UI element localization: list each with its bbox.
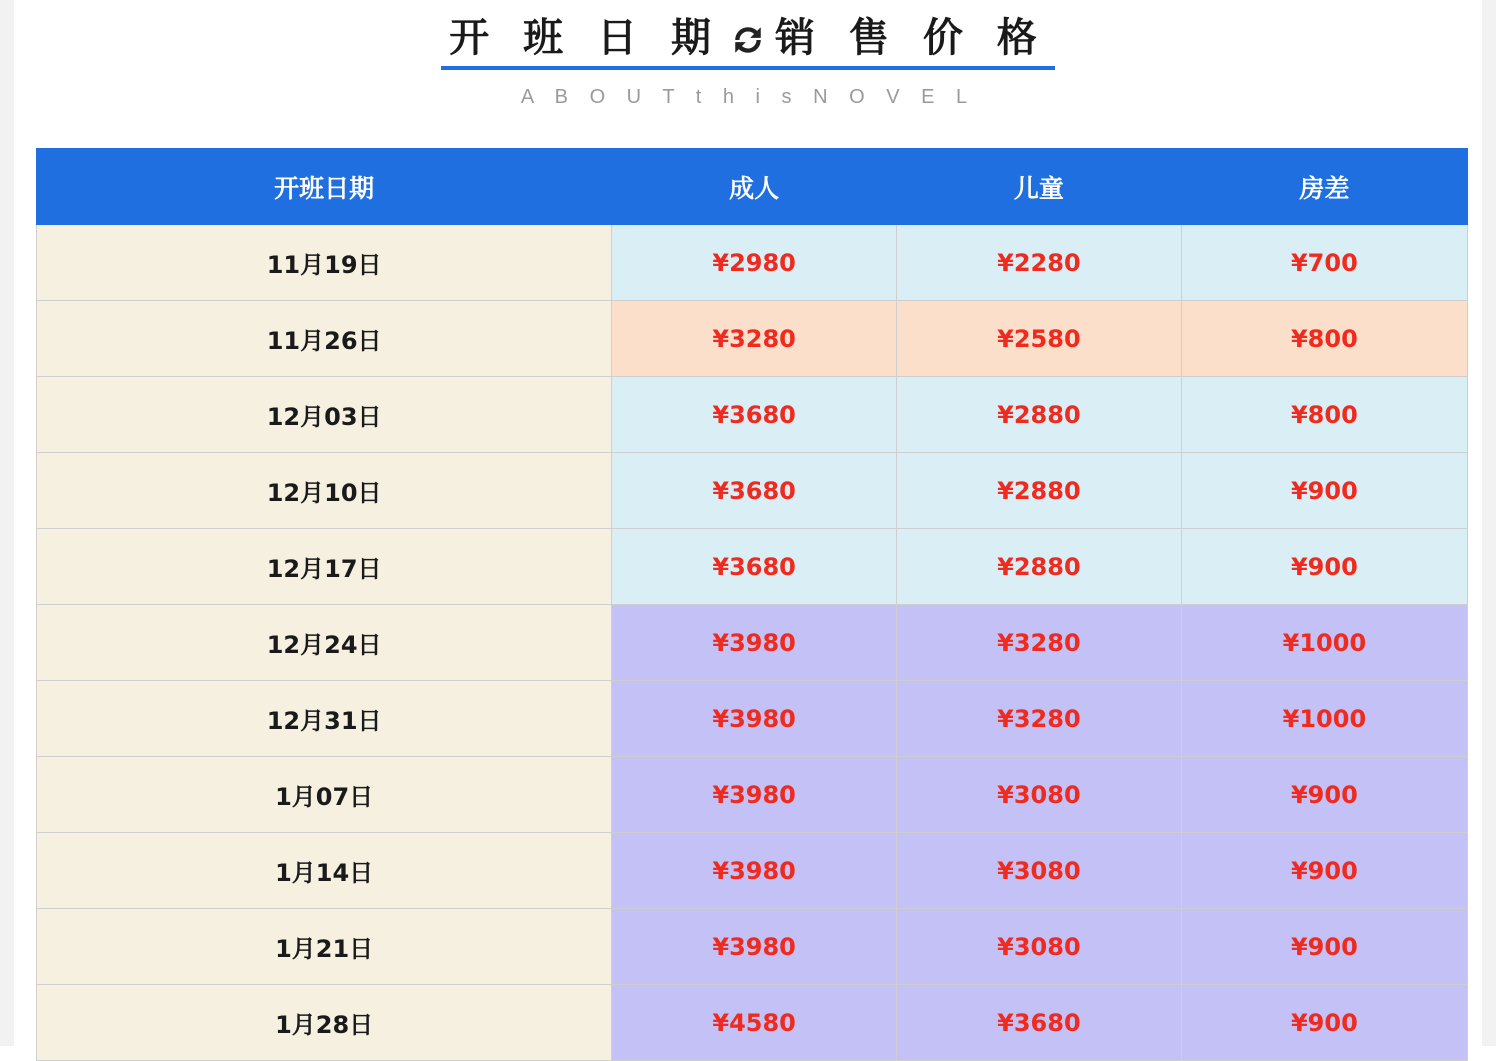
cell-date: 1月21日 bbox=[37, 909, 612, 985]
page-subtitle: A B O U T t h i s N O V E L bbox=[520, 86, 976, 108]
title-row bbox=[441, 16, 1055, 70]
cell-room-difference: ¥900 bbox=[1181, 757, 1467, 833]
cell-date: 1月07日 bbox=[37, 757, 612, 833]
cell-room-difference: ¥900 bbox=[1181, 529, 1467, 605]
cell-room-difference: ¥800 bbox=[1181, 301, 1467, 377]
cell-child-price: ¥3680 bbox=[897, 985, 1182, 1061]
cell-adult-price: ¥4580 bbox=[612, 985, 897, 1061]
cell-adult-price: ¥3680 bbox=[612, 453, 897, 529]
table-row bbox=[37, 377, 1468, 453]
table-row bbox=[37, 909, 1468, 985]
table-row bbox=[37, 757, 1468, 833]
cell-room-difference: ¥700 bbox=[1181, 225, 1467, 301]
table-row bbox=[37, 301, 1468, 377]
cell-room-difference: ¥900 bbox=[1181, 985, 1467, 1061]
cell-adult-price: ¥3980 bbox=[612, 833, 897, 909]
table-body bbox=[37, 225, 1468, 1061]
column-header-child: 儿童 bbox=[897, 149, 1182, 225]
right-margin-strip bbox=[1482, 0, 1496, 1046]
cell-date: 11月26日 bbox=[37, 301, 612, 377]
cell-adult-price: ¥3980 bbox=[612, 681, 897, 757]
left-margin-strip bbox=[0, 0, 14, 1046]
cell-child-price: ¥2280 bbox=[897, 225, 1182, 301]
cell-date: 1月28日 bbox=[37, 985, 612, 1061]
cell-child-price: ¥3080 bbox=[897, 909, 1182, 985]
cell-room-difference: ¥1000 bbox=[1181, 605, 1467, 681]
cell-room-difference: ¥900 bbox=[1181, 833, 1467, 909]
page-title-left: 开 班 日 期 bbox=[449, 15, 721, 61]
cell-child-price: ¥2580 bbox=[897, 301, 1182, 377]
table-header-row bbox=[37, 149, 1468, 225]
cell-child-price: ¥3080 bbox=[897, 757, 1182, 833]
table-header bbox=[37, 149, 1468, 225]
page-header bbox=[0, 0, 1496, 109]
table-row bbox=[37, 681, 1468, 757]
table-row bbox=[37, 985, 1468, 1061]
cell-adult-price: ¥3680 bbox=[612, 529, 897, 605]
cell-adult-price: ¥3980 bbox=[612, 909, 897, 985]
cell-child-price: ¥3280 bbox=[897, 605, 1182, 681]
cell-date: 11月19日 bbox=[37, 225, 612, 301]
cell-date: 12月03日 bbox=[37, 377, 612, 453]
table-row bbox=[37, 453, 1468, 529]
cell-child-price: ¥2880 bbox=[897, 453, 1182, 529]
cell-adult-price: ¥3980 bbox=[612, 757, 897, 833]
column-header-adult: 成人 bbox=[612, 149, 897, 225]
cell-date: 1月14日 bbox=[37, 833, 612, 909]
column-header-room: 房差 bbox=[1181, 149, 1467, 225]
cell-room-difference: ¥1000 bbox=[1181, 681, 1467, 757]
cell-date: 12月31日 bbox=[37, 681, 612, 757]
cell-room-difference: ¥800 bbox=[1181, 377, 1467, 453]
cell-child-price: ¥3080 bbox=[897, 833, 1182, 909]
table-row bbox=[37, 833, 1468, 909]
cell-date: 12月24日 bbox=[37, 605, 612, 681]
table-row bbox=[37, 605, 1468, 681]
column-header-date: 开班日期 bbox=[37, 149, 612, 225]
cell-date: 12月17日 bbox=[37, 529, 612, 605]
cell-adult-price: ¥2980 bbox=[612, 225, 897, 301]
cell-room-difference: ¥900 bbox=[1181, 909, 1467, 985]
cell-adult-price: ¥3980 bbox=[612, 605, 897, 681]
page-title-right: 销 售 价 格 bbox=[775, 15, 1047, 61]
cell-child-price: ¥2880 bbox=[897, 529, 1182, 605]
cell-child-price: ¥3280 bbox=[897, 681, 1182, 757]
price-table-wrapper bbox=[36, 148, 1468, 1061]
table-row bbox=[37, 529, 1468, 605]
cell-adult-price: ¥3680 bbox=[612, 377, 897, 453]
cell-date: 12月10日 bbox=[37, 453, 612, 529]
price-table bbox=[36, 148, 1468, 1061]
cell-room-difference: ¥900 bbox=[1181, 453, 1467, 529]
cell-adult-price: ¥3280 bbox=[612, 301, 897, 377]
cell-child-price: ¥2880 bbox=[897, 377, 1182, 453]
table-row bbox=[37, 225, 1468, 301]
refresh-cycle-icon bbox=[731, 23, 765, 57]
